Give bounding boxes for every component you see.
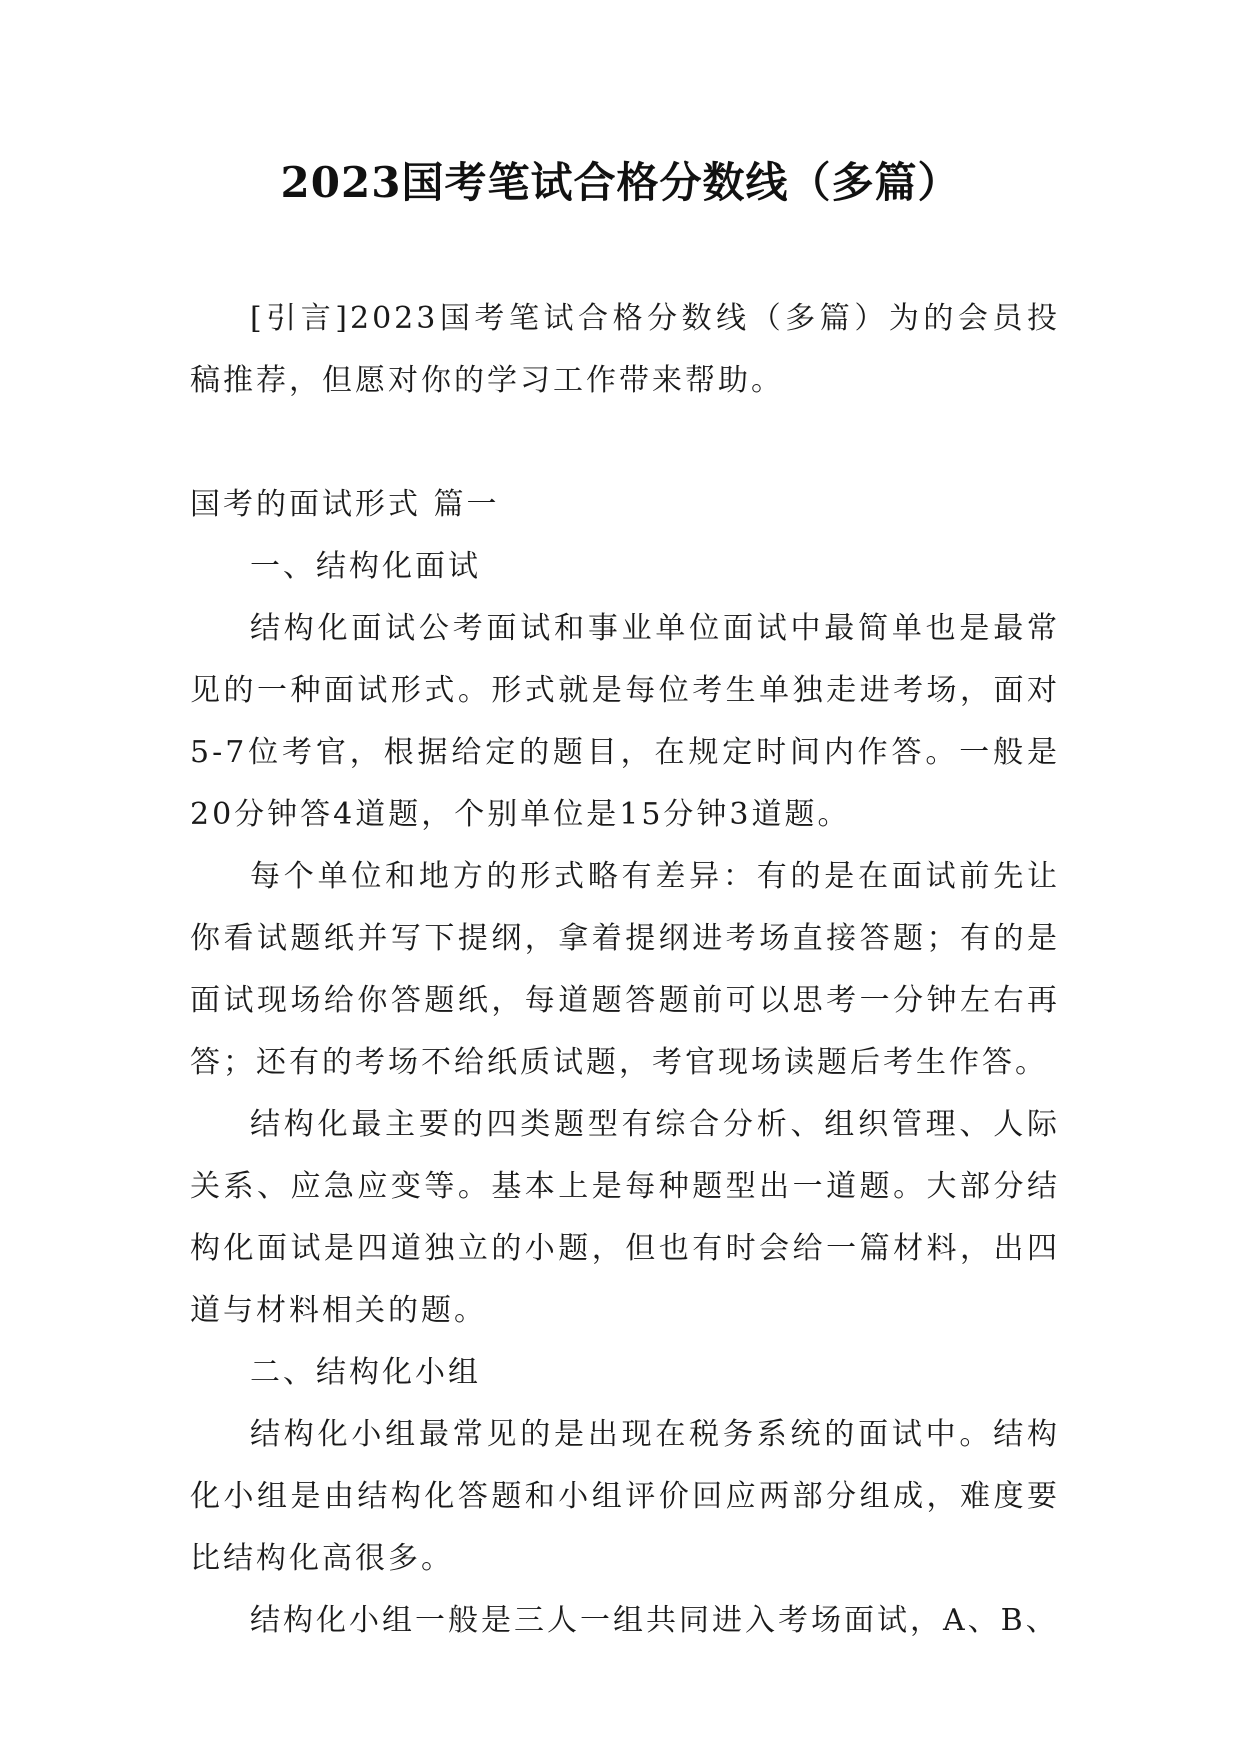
body-paragraph: 结构化面试公考面试和事业单位面试中最简单也是最常见的一种面试形式。形式就是每位考生单独走进考场，面对5-7位考官，根据给定的题目，在规定时间内作答。一般是20分钟答4道题，个别单位是15分钟3道题。 xyxy=(190,611,1060,832)
section-heading: 国考的面试形式 篇一 xyxy=(190,487,500,522)
document-title: 2023国考笔试合格分数线（多篇） xyxy=(280,158,961,207)
intro-paragraph: [引言]2023国考笔试合格分数线（多篇）为的会员投稿推荐，但愿对你的学习工作带来帮助。 xyxy=(190,301,1060,398)
subsection-heading: 二、结构化小组 xyxy=(250,1355,481,1390)
body-paragraph: 结构化小组最常见的是出现在税务系统的面试中。结构化小组是由结构化答题和小组评价回应两部分组成，难度要比结构化高很多。 xyxy=(190,1417,1060,1576)
body-paragraph: 结构化最主要的四类题型有综合分析、组织管理、人际关系、应急应变等。基本上是每种题型出一道题。大部分结构化面试是四道独立的小题，但也有时会给一篇材料，出四道与材料相关的题。 xyxy=(190,1107,1060,1328)
subsection-heading: 一、结构化面试 xyxy=(250,549,481,584)
body-paragraph: 每个单位和地方的形式略有差异：有的是在面试前先让你看试题纸并写下提纲，拿着提纲进考场直接答题；有的是面试现场给你答题纸，每道题答题前可以思考一分钟左右再答；还有的考场不给纸质试题，考官现场读题后考生作答。 xyxy=(190,859,1060,1080)
body-paragraph: 结构化小组一般是三人一组共同进入考场面试，A、B、 xyxy=(250,1603,1059,1638)
paragraph-spacer xyxy=(190,412,1060,474)
document-body xyxy=(190,288,1060,1652)
